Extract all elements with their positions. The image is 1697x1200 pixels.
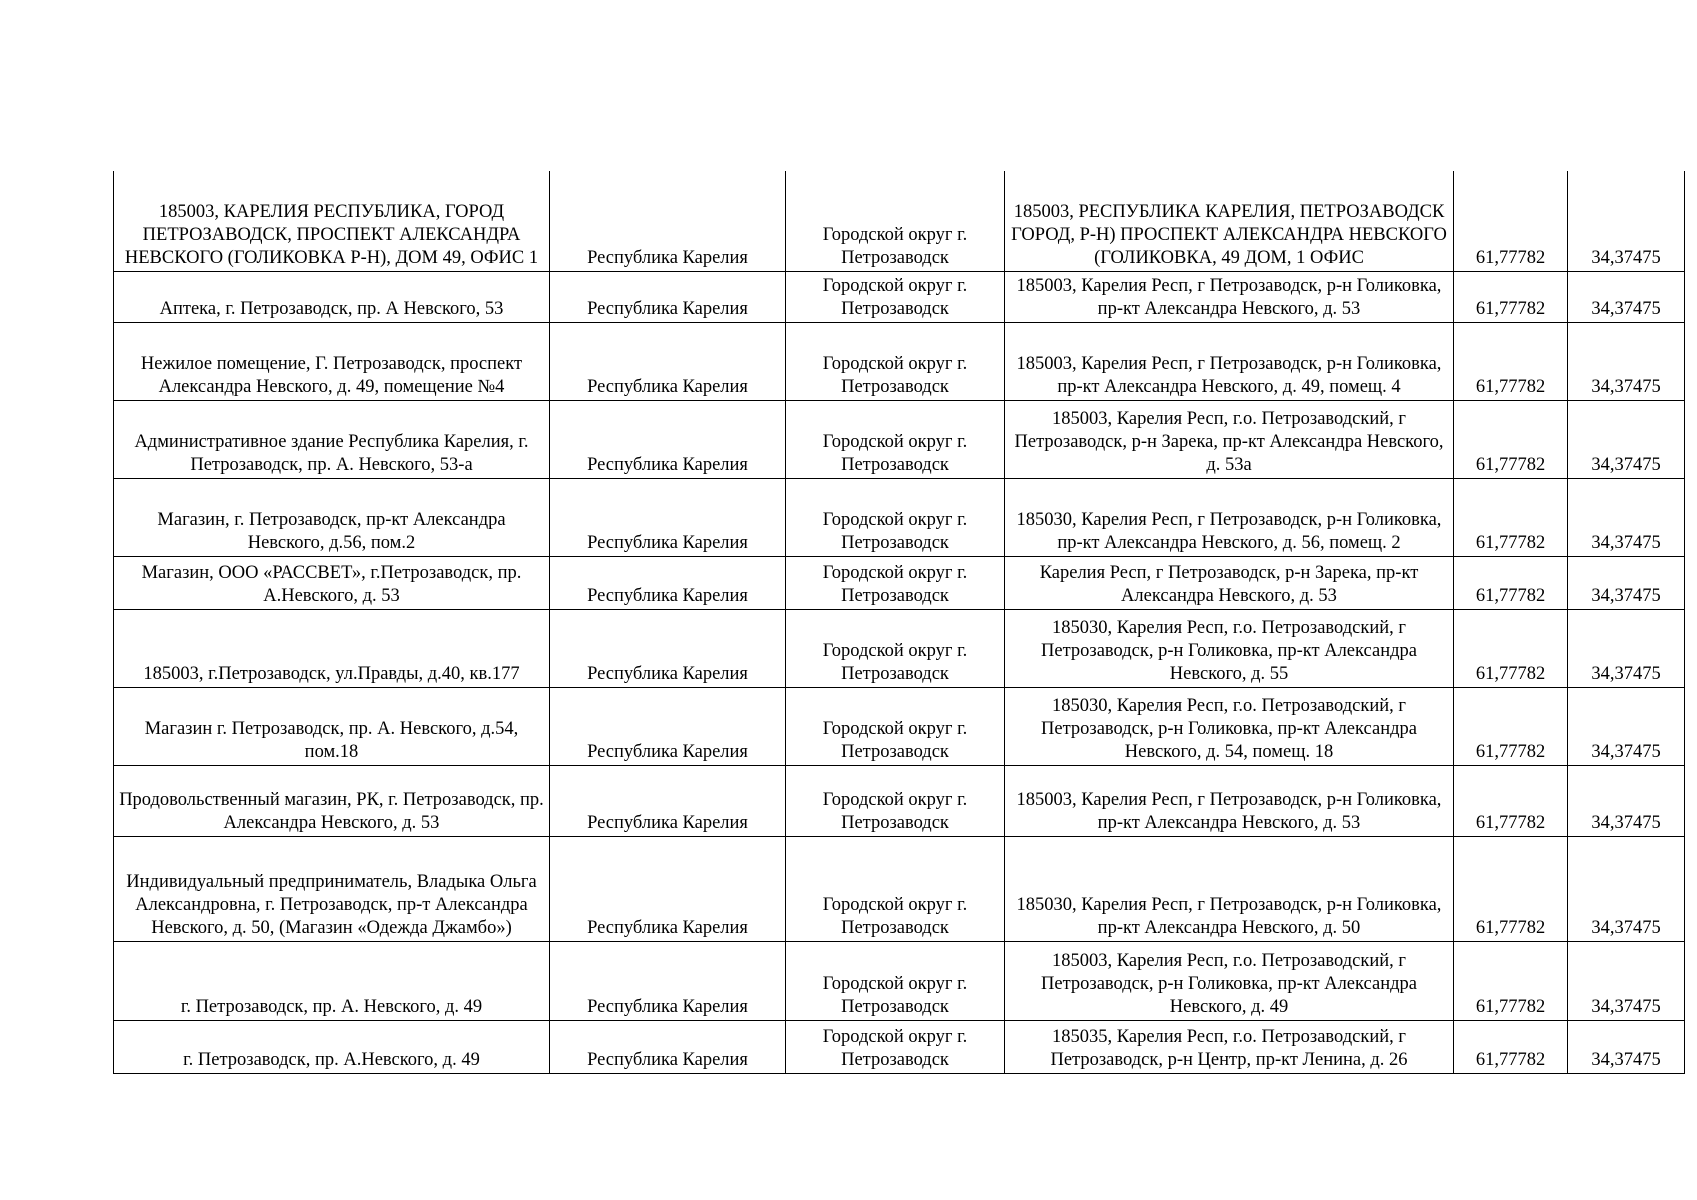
table-cell-address: 185030, Карелия Респ, г Петрозаводск, р-н Голиковка, пр-кт Александра Невского, д. 50 (1005, 836, 1454, 941)
table-cell-longitude: 34,37475 (1568, 271, 1685, 322)
table-row (114, 941, 1685, 1020)
table-cell-region: Республика Карелия (550, 687, 786, 765)
table-cell-region: Республика Карелия (550, 765, 786, 836)
table-cell-name: Магазин, г. Петрозаводск, пр-кт Александра Невского, д.56, пом.2 (114, 478, 550, 556)
table-cell-region: Республика Карелия (550, 836, 786, 941)
table-cell-district: Городской округ г. Петрозаводск (786, 765, 1005, 836)
table-cell-longitude: 34,37475 (1568, 556, 1685, 609)
table-cell-longitude: 34,37475 (1568, 836, 1685, 941)
table-cell-latitude: 61,77782 (1454, 609, 1568, 687)
table-cell-latitude: 61,77782 (1454, 556, 1568, 609)
table-cell-district: Городской округ г. Петрозаводск (786, 836, 1005, 941)
table-cell-name: Аптека, г. Петрозаводск, пр. А Невского, 53 (114, 271, 550, 322)
table-row (114, 836, 1685, 941)
table-cell-name: 185003, г.Петрозаводск, ул.Правды, д.40, кв.177 (114, 609, 550, 687)
table-cell-name: Нежилое помещение, Г. Петрозаводск, проспект Александра Невского, д. 49, помещение №4 (114, 322, 550, 400)
table-cell-latitude: 61,77782 (1454, 941, 1568, 1020)
table-cell-name: г. Петрозаводск, пр. А. Невского, д. 49 (114, 941, 550, 1020)
table-cell-region: Республика Карелия (550, 322, 786, 400)
table-cell-address: 185003, Карелия Респ, г.о. Петрозаводский, г Петрозаводск, р-н Зарека, пр-кт Александра Невского, д. 53а (1005, 400, 1454, 478)
table-row (114, 478, 1685, 556)
table-cell-address: 185003, Карелия Респ, г Петрозаводск, р-н Голиковка, пр-кт Александра Невского, д. 53 (1005, 765, 1454, 836)
table-cell-district: Городской округ г. Петрозаводск (786, 556, 1005, 609)
table-cell-latitude: 61,77782 (1454, 1020, 1568, 1073)
table-cell-latitude: 61,77782 (1454, 478, 1568, 556)
table-cell-name: Продовольственный магазин, РК, г. Петрозаводск, пр. Александра Невского, д. 53 (114, 765, 550, 836)
table-cell-district: Городской округ г. Петрозаводск (786, 400, 1005, 478)
table-cell-district: Городской округ г. Петрозаводск (786, 1020, 1005, 1073)
table-cell-district: Городской округ г. Петрозаводск (786, 478, 1005, 556)
table-row (114, 687, 1685, 765)
table-cell-longitude: 34,37475 (1568, 765, 1685, 836)
table-cell-region: Республика Карелия (550, 556, 786, 609)
table-cell-region: Республика Карелия (550, 171, 786, 271)
table-cell-latitude: 61,77782 (1454, 687, 1568, 765)
table-cell-name: Магазин, ООО «РАССВЕТ», г.Петрозаводск, пр. А.Невского, д. 53 (114, 556, 550, 609)
table-cell-latitude: 61,77782 (1454, 765, 1568, 836)
table-cell-address: 185030, Карелия Респ, г.о. Петрозаводский, г Петрозаводск, р-н Голиковка, пр-кт Александра Невского, д. 55 (1005, 609, 1454, 687)
table-cell-longitude: 34,37475 (1568, 478, 1685, 556)
table-row (114, 765, 1685, 836)
table-cell-longitude: 34,37475 (1568, 1020, 1685, 1073)
table-cell-address: 185030, Карелия Респ, г.о. Петрозаводский, г Петрозаводск, р-н Голиковка, пр-кт Александра Невского, д. 54, помещ. 18 (1005, 687, 1454, 765)
table-cell-address: 185003, Карелия Респ, г Петрозаводск, р-н Голиковка, пр-кт Александра Невского, д. 49, помещ. 4 (1005, 322, 1454, 400)
table-cell-district: Городской округ г. Петрозаводск (786, 609, 1005, 687)
table-cell-region: Республика Карелия (550, 941, 786, 1020)
table-cell-region: Республика Карелия (550, 271, 786, 322)
table-cell-region: Республика Карелия (550, 1020, 786, 1073)
table-cell-name: г. Петрозаводск, пр. А.Невского, д. 49 (114, 1020, 550, 1073)
table-cell-address: 185003, Карелия Респ, г Петрозаводск, р-н Голиковка, пр-кт Александра Невского, д. 53 (1005, 271, 1454, 322)
table-cell-address: Карелия Респ, г Петрозаводск, р-н Зарека, пр-кт Александра Невского, д. 53 (1005, 556, 1454, 609)
table-row (114, 171, 1685, 271)
table-cell-address: 185035, Карелия Респ, г.о. Петрозаводский, г Петрозаводск, р-н Центр, пр-кт Ленина, д. 26 (1005, 1020, 1454, 1073)
table-cell-address: 185030, Карелия Респ, г Петрозаводск, р-н Голиковка, пр-кт Александра Невского, д. 56, помещ. 2 (1005, 478, 1454, 556)
table-row (114, 556, 1685, 609)
table-row (114, 400, 1685, 478)
table-cell-name: Административное здание Республика Карелия, г. Петрозаводск, пр. А. Невского, 53-а (114, 400, 550, 478)
table-cell-name: Магазин г. Петрозаводск, пр. А. Невского, д.54, пом.18 (114, 687, 550, 765)
table-cell-longitude: 34,37475 (1568, 609, 1685, 687)
table-cell-latitude: 61,77782 (1454, 836, 1568, 941)
table-cell-longitude: 34,37475 (1568, 171, 1685, 271)
table-cell-latitude: 61,77782 (1454, 400, 1568, 478)
table-row (114, 322, 1685, 400)
table-cell-district: Городской округ г. Петрозаводск (786, 171, 1005, 271)
table-row (114, 1020, 1685, 1073)
table-row (114, 609, 1685, 687)
table-cell-district: Городской округ г. Петрозаводск (786, 941, 1005, 1020)
data-table (113, 171, 1685, 1074)
table-cell-longitude: 34,37475 (1568, 400, 1685, 478)
table-cell-latitude: 61,77782 (1454, 271, 1568, 322)
table-cell-region: Республика Карелия (550, 609, 786, 687)
table-cell-region: Республика Карелия (550, 400, 786, 478)
table-cell-latitude: 61,77782 (1454, 171, 1568, 271)
table-cell-longitude: 34,37475 (1568, 941, 1685, 1020)
table-cell-address: 185003, РЕСПУБЛИКА КАРЕЛИЯ, ПЕТРОЗАВОДСК ГОРОД, Р-Н) ПРОСПЕКТ АЛЕКСАНДРА НЕВСКОГО (ГОЛИКОВКА, 49 ДОМ, 1 ОФИС (1005, 171, 1454, 271)
table-cell-region: Республика Карелия (550, 478, 786, 556)
table-cell-name: Индивидуальный предприниматель, Владыка Ольга Александровна, г. Петрозаводск, пр-т Александра Невского, д. 50, (Магазин «Одежда Джамбо») (114, 836, 550, 941)
table-row (114, 271, 1685, 322)
table-cell-district: Городской округ г. Петрозаводск (786, 322, 1005, 400)
table-cell-longitude: 34,37475 (1568, 687, 1685, 765)
table-cell-district: Городской округ г. Петрозаводск (786, 687, 1005, 765)
table-cell-district: Городской округ г. Петрозаводск (786, 271, 1005, 322)
table-cell-name: 185003, КАРЕЛИЯ РЕСПУБЛИКА, ГОРОД ПЕТРОЗАВОДСК, ПРОСПЕКТ АЛЕКСАНДРА НЕВСКОГО (ГОЛИКОВКА Р-Н), ДОМ 49, ОФИС 1 (114, 171, 550, 271)
table-cell-latitude: 61,77782 (1454, 322, 1568, 400)
table-cell-address: 185003, Карелия Респ, г.о. Петрозаводский, г Петрозаводск, р-н Голиковка, пр-кт Александра Невского, д. 49 (1005, 941, 1454, 1020)
table-cell-longitude: 34,37475 (1568, 322, 1685, 400)
